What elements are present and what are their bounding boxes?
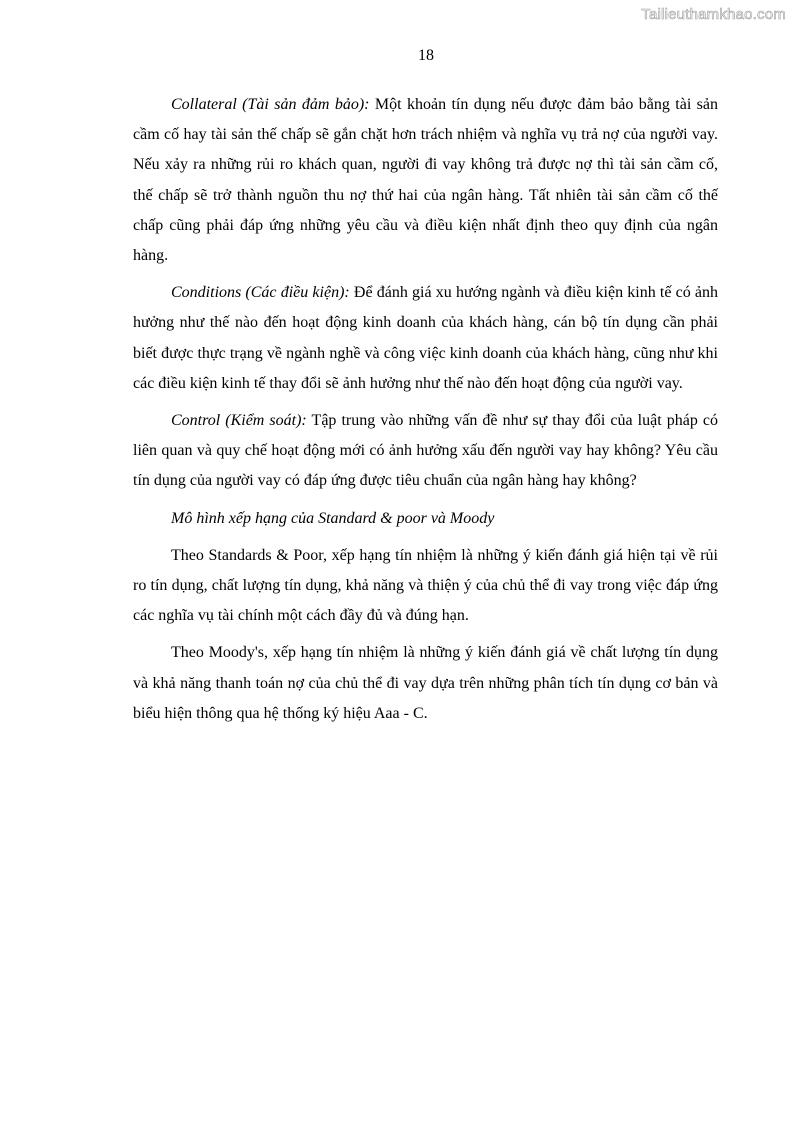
paragraph-collateral-text: Một khoản tín dụng nếu được đảm bảo bằng tài sản cầm cố hay tài sản thế chấp sẽ gắn chặt hơn trách nhiệm và nghĩa vụ trả nợ của người vay. Nếu xảy ra những rủi ro khách quan, người đi vay không trả được nợ thì tài sản cầm cố, thế chấp sẽ trở thành nguồn thu nợ thứ hai của ngân hàng. Tất nhiên tài sản cầm cố thế chấp cũng phải đáp ứng những yêu cầu và điều kiện nhất định theo quy định của ngân hàng.: [133, 96, 718, 265]
paragraph-moodys: Theo Moody's, xếp hạng tín nhiệm là những ý kiến đánh giá về chất lượng tín dụng và khả năng thanh toán nợ của chủ thể đi vay dựa trên những phân tích tín dụng cơ bản và biểu hiện thông qua hệ thống ký hiệu Aaa - C.: [133, 644, 718, 722]
term-control: Control (Kiểm soát):: [171, 412, 307, 430]
paragraph-conditions-text: Để đánh giá xu hướng ngành và điều kiện kinh tế có ảnh hưởng như thế nào đến hoạt động kinh doanh của khách hàng, cán bộ tín dụng cần phải biết được thực trạng về ngành nghề và công việc kinh doanh của khách hàng, cũng như khi các điều kiện kinh tế thay đổi sẽ ảnh hưởng như thế nào đến hoạt động của người vay.: [133, 284, 718, 392]
paragraph-conditions: [133, 278, 718, 399]
section-heading-models: Mô hình xếp hạng của Standard & poor và Moody: [171, 509, 495, 527]
term-conditions: Conditions (Các điều kiện):: [171, 284, 350, 302]
watermark: Tailieuthamkhao.com: [641, 6, 786, 23]
paragraph-collateral: [133, 90, 718, 271]
paragraph-standards-poor: Theo Standards & Poor, xếp hạng tín nhiệm là những ý kiến đánh giá hiện tại về rủi ro tín dụng, chất lượng tín dụng, khả năng và thiện ý của chủ thể đi vay trong việc đáp ứng các nghĩa vụ tài chính một cách đầy đủ và đúng hạn.: [133, 546, 718, 625]
paragraph-control: [133, 406, 718, 497]
term-collateral: Collateral (Tài sản đảm bảo):: [171, 96, 370, 113]
page-number: 18: [418, 47, 434, 64]
document-body: [133, 90, 718, 736]
paragraph-control-text: Tập trung vào những vấn đề như sự thay đổi của luật pháp có liên quan và quy chế hoạt động mới có ảnh hưởng xấu đến người vay hay không? Yêu cầu tín dụng của người vay có đáp ứng được tiêu chuẩn của ngân hàng hay không?: [133, 412, 719, 490]
